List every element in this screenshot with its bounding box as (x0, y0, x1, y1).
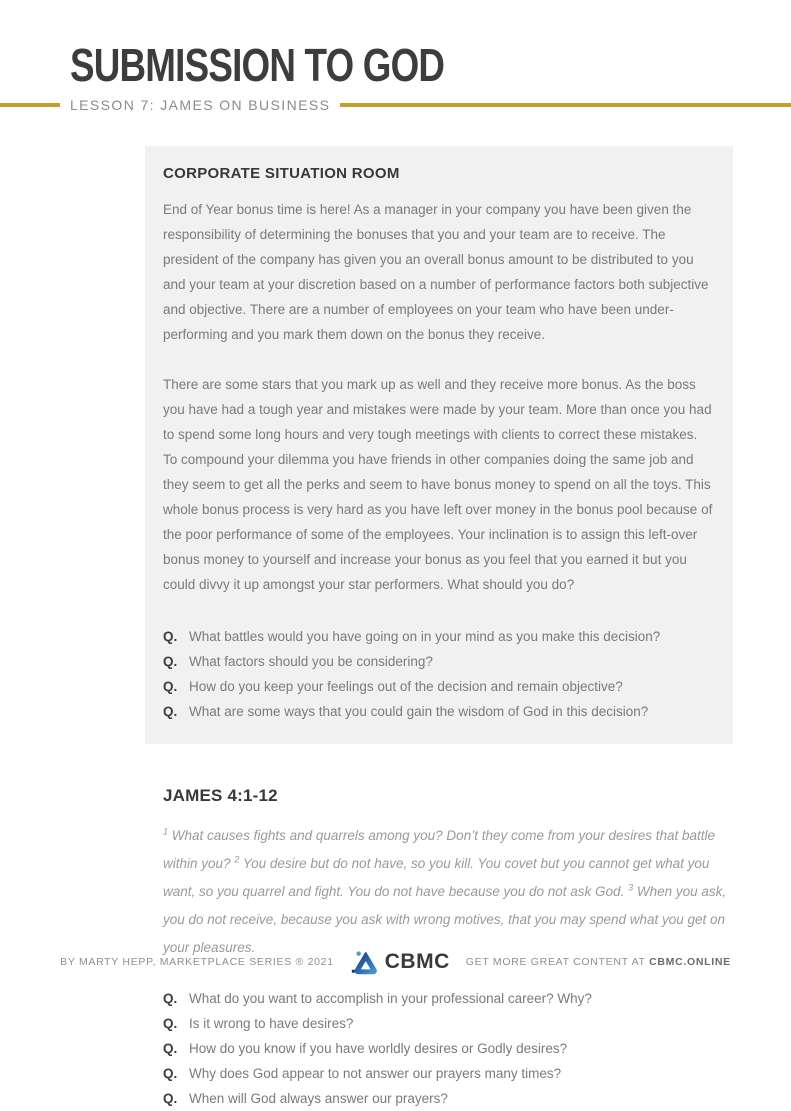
scripture-question-list (163, 986, 740, 1111)
gold-divider-left (0, 103, 60, 107)
q-label: Q. (163, 1041, 178, 1056)
q-label: Q. (163, 679, 178, 694)
situation-paragraph-2: There are some stars that you mark up as well and they receive more bonus. As the boss you have had a tough year and mistakes were made by your team. More than once you had to spend some long hours and very tough meetings with clients to correct these mistakes. To compound your dilemma you have friends in other companies doing the same job and they seem to get all the perks and seem to have bonus money to spend on all the toys. This whole bonus process is very hard as you have left over money in the bonus pool because of the poor performance of some of the employees. Your inclination is to assign this left-over bonus money to yourself and increase your bonus as you feel that you earned it but you could divvy it up amongst your star performers. What should you do? (163, 377, 713, 592)
q-label: Q. (163, 704, 178, 719)
situation-question-list (163, 624, 713, 724)
question-item (163, 986, 740, 1011)
question-text: What are some ways that you could gain the wisdom of God in this decision? (189, 704, 649, 719)
q-label: Q. (163, 1066, 178, 1081)
question-item (163, 674, 713, 699)
situation-room-panel (145, 146, 733, 744)
question-item (163, 1036, 740, 1061)
question-item (163, 624, 713, 649)
q-label: Q. (163, 991, 178, 1006)
more-content-prefix: GET MORE GREAT CONTENT AT (465, 955, 646, 968)
footer-byline: BY MARTY HEPP, MARKETPLACE SERIES ® 2021 (60, 955, 334, 968)
q-label: Q. (163, 654, 178, 669)
question-text: Is it wrong to have desires? (189, 1016, 354, 1031)
question-text: What do you want to accomplish in your professional career? Why? (189, 991, 592, 1006)
q-label: Q. (163, 1016, 178, 1031)
question-item (163, 1061, 740, 1086)
question-text: Why does God appear to not answer our prayers many times? (189, 1066, 562, 1081)
question-text: How do you know if you have worldly desires or Godly desires? (189, 1041, 568, 1056)
verse-number: 1 (163, 826, 169, 837)
question-text: What battles would you have going on in your mind as you make this decision? (189, 629, 661, 644)
lesson-subtitle: LESSON 7: JAMES ON BUSINESS (70, 97, 331, 113)
question-item (163, 649, 713, 674)
verse-text: When you ask, you do not receive, because you ask with wrong motives, that you may spend what you get on your pleasures. (163, 884, 727, 955)
cbmc-wordmark: CBMC (384, 949, 450, 973)
verse-number: 3 (628, 882, 634, 893)
question-item (163, 699, 713, 724)
q-label: Q. (163, 629, 178, 644)
scripture-heading: JAMES 4:1-12 (163, 786, 278, 805)
cbmc-logo-icon (350, 948, 380, 975)
subtitle-row (0, 97, 791, 113)
header (0, 0, 791, 113)
question-text: What factors should you be considering? (189, 654, 433, 669)
q-label: Q. (163, 1091, 178, 1106)
question-text: How do you keep your feelings out of the decision and remain objective? (189, 679, 623, 694)
verse-number: 2 (234, 854, 240, 865)
gold-divider-right (340, 103, 791, 107)
verse-text: What causes fights and quarrels among you? Don’t they come from your desires that battle within you? (163, 828, 716, 871)
cbmc-logo (350, 948, 450, 975)
cbmc-online-link: CBMC.ONLINE (649, 955, 731, 968)
situation-room-heading: CORPORATE SITUATION ROOM (163, 165, 400, 182)
question-item (163, 1086, 740, 1111)
verse-text: You desire but do not have, so you kill. You covet but you cannot get what you want, so you quarrel and fight. You do not have because you do not ask God. (163, 856, 710, 899)
scripture-passage (163, 822, 740, 962)
page-footer (0, 948, 791, 975)
footer-more-content (466, 956, 731, 968)
question-text: When will God always answer our prayers? (189, 1091, 448, 1106)
page-title: SUBMISSION TO GOD (70, 39, 445, 91)
situation-paragraph-1: End of Year bonus time is here! As a manager in your company you have been given the responsibility of determining the bonuses that you and your team are to receive. The president of the company has given you an overall bonus amount to be distributed to you and your team at your discretion based on a number of performance factors both subjective and objective. There are a number of employees on your team who have been under-performing and you mark them down on the bonus they receive. (163, 202, 709, 342)
